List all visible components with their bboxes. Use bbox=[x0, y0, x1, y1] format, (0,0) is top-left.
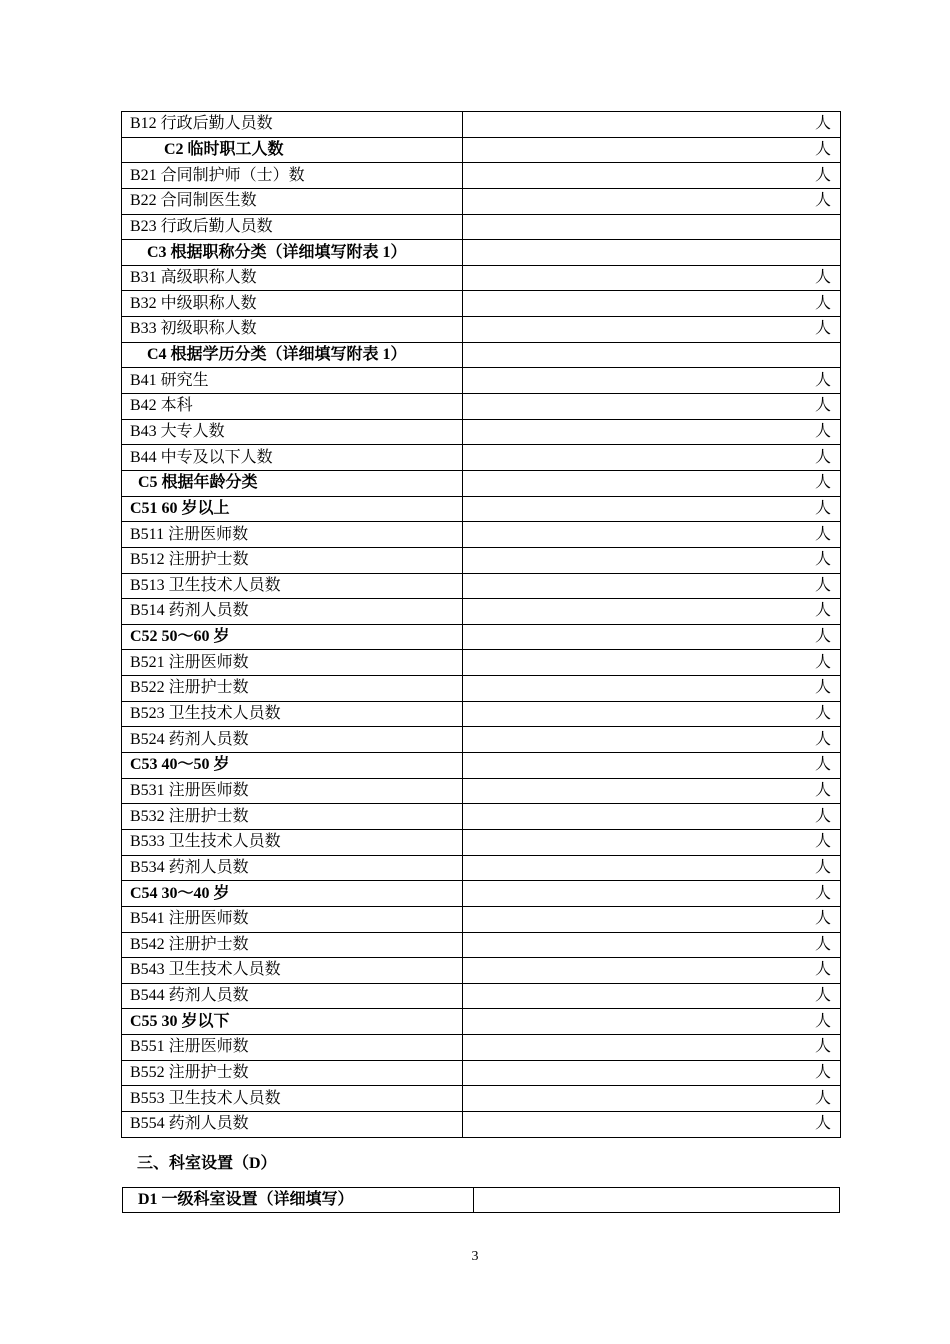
row-value-cell[interactable] bbox=[463, 214, 841, 240]
row-value-cell[interactable]: 人 bbox=[463, 624, 841, 650]
row-value-cell[interactable] bbox=[463, 240, 841, 266]
table-row bbox=[122, 342, 841, 368]
table-row bbox=[122, 829, 841, 855]
row-value-cell[interactable]: 人 bbox=[463, 265, 841, 291]
row-label: B531 注册医师数 bbox=[122, 778, 463, 804]
table-row bbox=[122, 317, 841, 343]
table-row bbox=[122, 753, 841, 779]
row-label: B33 初级职称人数 bbox=[122, 317, 463, 343]
row-label: B21 合同制护师（士）数 bbox=[122, 163, 463, 189]
row-value-cell[interactable]: 人 bbox=[463, 599, 841, 625]
table-row bbox=[122, 137, 841, 163]
table-row bbox=[122, 1086, 841, 1112]
table-row bbox=[122, 650, 841, 676]
page-number: 3 bbox=[471, 1249, 479, 1264]
row-value-cell[interactable]: 人 bbox=[463, 1035, 841, 1061]
row-label: C51 60 岁以上 bbox=[122, 496, 463, 522]
table-row bbox=[122, 188, 841, 214]
table-row bbox=[122, 624, 841, 650]
row-value-cell[interactable]: 人 bbox=[463, 1009, 841, 1035]
row-label: B521 注册医师数 bbox=[122, 650, 463, 676]
table-row bbox=[122, 214, 841, 240]
department-label: D1 一级科室设置（详细填写） bbox=[123, 1188, 474, 1213]
row-label: B43 大专人数 bbox=[122, 419, 463, 445]
row-value-cell[interactable]: 人 bbox=[463, 829, 841, 855]
row-label: B31 高级职称人数 bbox=[122, 265, 463, 291]
row-label: C52 50～60 岁 bbox=[122, 624, 463, 650]
row-value-cell[interactable]: 人 bbox=[463, 291, 841, 317]
row-label: B522 注册护士数 bbox=[122, 676, 463, 702]
row-value-cell[interactable]: 人 bbox=[463, 394, 841, 420]
table-row bbox=[122, 1111, 841, 1137]
table-row bbox=[122, 368, 841, 394]
row-value-cell[interactable]: 人 bbox=[463, 317, 841, 343]
table-row bbox=[122, 547, 841, 573]
row-label: C3 根据职称分类（详细填写附表 1） bbox=[122, 240, 463, 266]
row-value-cell[interactable]: 人 bbox=[463, 547, 841, 573]
row-label: C5 根据年龄分类 bbox=[122, 470, 463, 496]
table-row bbox=[122, 265, 841, 291]
table-row bbox=[122, 727, 841, 753]
table-row bbox=[122, 881, 841, 907]
table-row bbox=[122, 804, 841, 830]
row-value-cell[interactable]: 人 bbox=[463, 804, 841, 830]
row-value-cell[interactable]: 人 bbox=[463, 470, 841, 496]
table-row bbox=[122, 496, 841, 522]
row-value-cell[interactable]: 人 bbox=[463, 932, 841, 958]
department-value-cell[interactable] bbox=[474, 1188, 840, 1213]
row-label: B544 药剂人员数 bbox=[122, 983, 463, 1009]
row-value-cell[interactable]: 人 bbox=[463, 573, 841, 599]
table-row bbox=[122, 906, 841, 932]
row-value-cell[interactable]: 人 bbox=[463, 650, 841, 676]
row-label: C55 30 岁以下 bbox=[122, 1009, 463, 1035]
row-value-cell[interactable]: 人 bbox=[463, 778, 841, 804]
row-label: C4 根据学历分类（详细填写附表 1） bbox=[122, 342, 463, 368]
table-row bbox=[123, 1188, 840, 1213]
row-value-cell[interactable]: 人 bbox=[463, 906, 841, 932]
row-value-cell[interactable]: 人 bbox=[463, 1060, 841, 1086]
row-value-cell[interactable]: 人 bbox=[463, 445, 841, 471]
row-label: B44 中专及以下人数 bbox=[122, 445, 463, 471]
row-label: B533 卫生技术人员数 bbox=[122, 829, 463, 855]
staff-table bbox=[121, 111, 841, 1138]
row-value-cell[interactable]: 人 bbox=[463, 522, 841, 548]
table-row bbox=[122, 855, 841, 881]
row-value-cell[interactable]: 人 bbox=[463, 881, 841, 907]
table-row bbox=[122, 599, 841, 625]
row-value-cell[interactable]: 人 bbox=[463, 1086, 841, 1112]
row-label: B513 卫生技术人员数 bbox=[122, 573, 463, 599]
department-table bbox=[122, 1187, 840, 1213]
row-label: B554 药剂人员数 bbox=[122, 1111, 463, 1137]
row-value-cell[interactable]: 人 bbox=[463, 188, 841, 214]
row-value-cell[interactable]: 人 bbox=[463, 419, 841, 445]
row-label: B42 本科 bbox=[122, 394, 463, 420]
table-row bbox=[122, 676, 841, 702]
row-label: B523 卫生技术人员数 bbox=[122, 701, 463, 727]
row-label: C2 临时职工人数 bbox=[122, 137, 463, 163]
table-row bbox=[122, 445, 841, 471]
row-value-cell[interactable]: 人 bbox=[463, 368, 841, 394]
table-row bbox=[122, 1060, 841, 1086]
row-label: B541 注册医师数 bbox=[122, 906, 463, 932]
row-label: B524 药剂人员数 bbox=[122, 727, 463, 753]
table-row bbox=[122, 470, 841, 496]
row-value-cell[interactable]: 人 bbox=[463, 983, 841, 1009]
row-value-cell[interactable]: 人 bbox=[463, 137, 841, 163]
row-label: B543 卫生技术人员数 bbox=[122, 958, 463, 984]
row-label: C53 40～50 岁 bbox=[122, 753, 463, 779]
row-label: B552 注册护士数 bbox=[122, 1060, 463, 1086]
row-value-cell[interactable]: 人 bbox=[463, 855, 841, 881]
table-row bbox=[122, 701, 841, 727]
table-row bbox=[122, 932, 841, 958]
row-value-cell[interactable]: 人 bbox=[463, 1111, 841, 1137]
table-row bbox=[122, 1009, 841, 1035]
row-value-cell[interactable]: 人 bbox=[463, 496, 841, 522]
row-label: B511 注册医师数 bbox=[122, 522, 463, 548]
section-heading: 三、科室设置（D） bbox=[137, 1155, 277, 1172]
row-label: C54 30～40 岁 bbox=[122, 881, 463, 907]
table-row bbox=[122, 240, 841, 266]
row-value-cell[interactable]: 人 bbox=[463, 753, 841, 779]
row-label: B542 注册护士数 bbox=[122, 932, 463, 958]
row-value-cell[interactable]: 人 bbox=[463, 676, 841, 702]
table-row bbox=[122, 983, 841, 1009]
row-value-cell[interactable]: 人 bbox=[463, 112, 841, 138]
row-label: B32 中级职称人数 bbox=[122, 291, 463, 317]
row-label: B514 药剂人员数 bbox=[122, 599, 463, 625]
row-value-cell[interactable]: 人 bbox=[463, 701, 841, 727]
row-label: B41 研究生 bbox=[122, 368, 463, 394]
row-value-cell[interactable]: 人 bbox=[463, 958, 841, 984]
table-row bbox=[122, 291, 841, 317]
staff-table-body bbox=[122, 112, 841, 1138]
table-row bbox=[122, 522, 841, 548]
row-label: B23 行政后勤人员数 bbox=[122, 214, 463, 240]
row-label: B22 合同制医生数 bbox=[122, 188, 463, 214]
table-row bbox=[122, 112, 841, 138]
table-row bbox=[122, 394, 841, 420]
table-row bbox=[122, 778, 841, 804]
row-value-cell[interactable]: 人 bbox=[463, 163, 841, 189]
row-label: B551 注册医师数 bbox=[122, 1035, 463, 1061]
row-value-cell[interactable]: 人 bbox=[463, 727, 841, 753]
row-label: B12 行政后勤人员数 bbox=[122, 112, 463, 138]
row-value-cell[interactable] bbox=[463, 342, 841, 368]
table-row bbox=[122, 573, 841, 599]
row-label: B534 药剂人员数 bbox=[122, 855, 463, 881]
table-row bbox=[122, 163, 841, 189]
table-row bbox=[122, 958, 841, 984]
table-row bbox=[122, 1035, 841, 1061]
row-label: B512 注册护士数 bbox=[122, 547, 463, 573]
row-label: B532 注册护士数 bbox=[122, 804, 463, 830]
row-label: B553 卫生技术人员数 bbox=[122, 1086, 463, 1112]
table-row bbox=[122, 419, 841, 445]
